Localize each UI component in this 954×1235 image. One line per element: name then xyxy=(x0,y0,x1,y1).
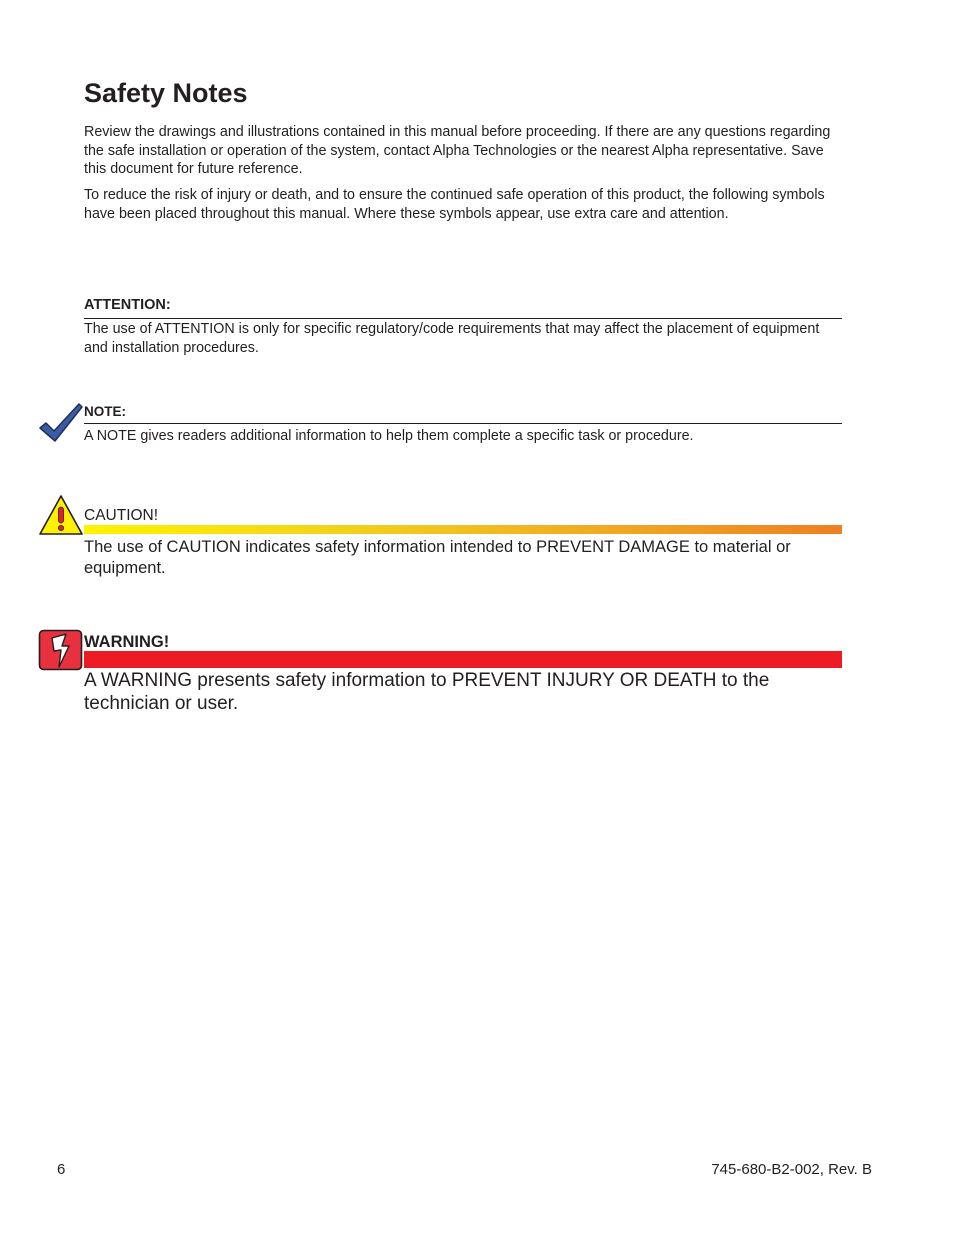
warning-section xyxy=(84,633,842,715)
note-heading: NOTE: xyxy=(84,404,126,419)
attention-heading: ATTENTION: xyxy=(84,297,171,313)
caution-heading: CAUTION! xyxy=(84,507,159,524)
caution-bar xyxy=(84,525,842,534)
intro-paragraph: Review the drawings and illustrations contained in this manual before proceeding. If there are any questions regarding the safe installation or operation of the system, contact Alpha Technologies or the nearest Alpha representative. Save this document for future reference. xyxy=(84,124,831,177)
lightning-bolt-icon xyxy=(38,629,83,671)
intro-paragraph-symbols: To reduce the risk of injury or death, and to ensure the continued safe operation of this product, the following symbols have been placed throughout this manual. Where these symbols appear, use extra care and attention. xyxy=(84,187,825,222)
checkmark-icon xyxy=(38,402,84,443)
caution-section xyxy=(84,507,842,578)
warning-text: A WARNING presents safety information to PREVENT INJURY OR DEATH to the technician or user. xyxy=(84,670,770,714)
note-rule xyxy=(84,423,842,424)
warning-bar xyxy=(84,651,842,668)
attention-text: The use of ATTENTION is only for specific regulatory/code requirements that may affect the placement of equipment and installation procedures. xyxy=(84,321,820,356)
note-section xyxy=(84,404,842,446)
page-number: 6 xyxy=(57,1161,66,1178)
page-title: Safety Notes xyxy=(84,78,248,108)
attention-section xyxy=(84,297,842,358)
warning-heading: WARNING! xyxy=(84,633,170,651)
warning-triangle-icon xyxy=(38,494,84,536)
attention-rule xyxy=(84,318,842,319)
caution-text: The use of CAUTION indicates safety information intended to PREVENT DAMAGE to material or equipment. xyxy=(84,538,791,577)
note-text: A NOTE gives readers additional information to help them complete a specific task or procedure. xyxy=(84,428,694,444)
document-revision: 745-680-B2-002, Rev. B xyxy=(711,1161,872,1178)
